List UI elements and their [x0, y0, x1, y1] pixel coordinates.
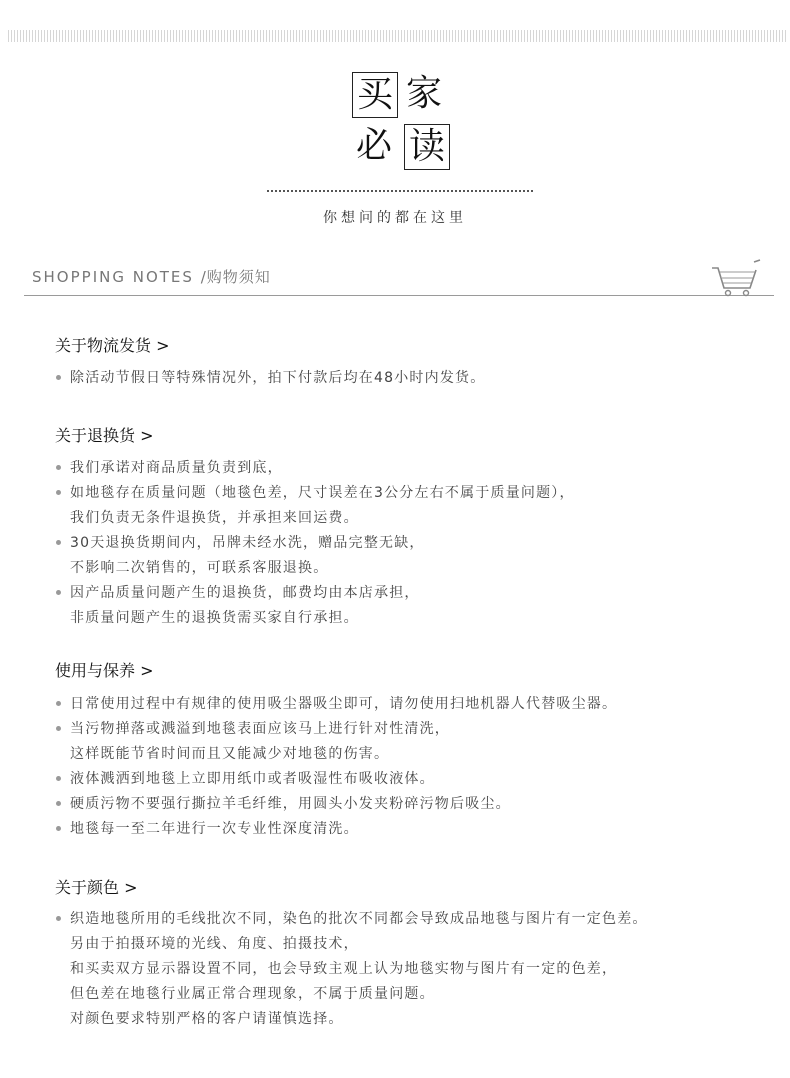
section-line: 除活动节假日等特殊情况外，拍下付款后均在48小时内发货。 — [70, 370, 486, 386]
section-line: 不影响二次销售的，可联系客服退换。 — [70, 560, 329, 576]
section-line: 对颜色要求特别严格的客户请谨慎选择。 — [70, 1011, 344, 1027]
section-line: 织造地毯所用的毛线批次不同，染色的批次不同都会导致成品地毯与图片有一定色差。 — [70, 911, 648, 927]
section-title-returns: 关于退换货 > — [55, 426, 154, 445]
bullet-dot — [56, 916, 61, 921]
notes-header — [32, 266, 271, 287]
section-line: 我们负责无条件退换货，并承担来回运费。 — [70, 510, 359, 526]
section-title-color: 关于颜色 > — [55, 878, 138, 897]
section-title-logistics: 关于物流发货 > — [55, 336, 170, 355]
notes-label-en: SHOPPING NOTES — [32, 268, 194, 286]
dotted-divider — [267, 190, 533, 192]
bullet-dot — [56, 375, 61, 380]
bullet-dot — [56, 826, 61, 831]
notes-rule — [24, 295, 774, 296]
section-line: 地毯每一至二年进行一次专业性深度清洗。 — [70, 821, 359, 837]
section-line: 但色差在地毯行业属正常合理现象，不属于质量问题。 — [70, 986, 435, 1002]
section-line: 当污物掸落或溅溢到地毯表面应该马上进行针对性清洗， — [70, 721, 450, 737]
section-line: 如地毯存在质量问题（地毯色差，尺寸误差在3公分左右不属于质量问题）， — [70, 485, 575, 501]
section-line: 这样既能节省时间而且又能减少对地毯的伤害。 — [70, 746, 390, 762]
title-char-3: 必 — [355, 125, 392, 166]
bullet-dot — [56, 490, 61, 495]
bullet-dot — [56, 540, 61, 545]
title-char-4: 读 — [404, 124, 450, 170]
bullet-dot — [56, 590, 61, 595]
page-subtitle: 你想问的都在这里 — [323, 210, 467, 226]
notes-label-cn: /购物须知 — [200, 268, 271, 286]
section-line: 我们承诺对商品质量负责到底， — [70, 460, 283, 476]
section-line: 非质量问题产生的退换货需买家自行承担。 — [70, 610, 359, 626]
bullet-dot — [56, 701, 61, 706]
bullet-dot — [56, 726, 61, 731]
section-line: 液体溅洒到地毯上立即用纸巾或者吸湿性布吸收液体。 — [70, 771, 435, 787]
bullet-dot — [56, 465, 61, 470]
bullet-dot — [56, 776, 61, 781]
section-line: 另由于拍摄环境的光线、角度、拍摄技术， — [70, 936, 359, 952]
section-line: 和买卖双方显示器设置不同，也会导致主观上认为地毯实物与图片有一定的色差， — [70, 961, 618, 977]
title-char-2: 家 — [405, 73, 442, 114]
section-line: 日常使用过程中有规律的使用吸尘器吸尘即可，请勿使用扫地机器人代替吸尘器。 — [70, 696, 618, 712]
section-line: 30天退换货期间内，吊牌未经水洗，赠品完整无缺， — [70, 535, 425, 551]
top-texture-band — [8, 30, 788, 42]
shopping-cart-icon — [710, 258, 762, 298]
title-char-1: 买 — [352, 72, 398, 118]
bullet-dot — [56, 801, 61, 806]
section-title-care: 使用与保养 > — [55, 661, 154, 680]
section-line: 因产品质量问题产生的退换货，邮费均由本店承担， — [70, 585, 420, 601]
section-line: 硬质污物不要强行撕拉羊毛纤维，用圆头小发夹粉碎污物后吸尘。 — [70, 796, 511, 812]
